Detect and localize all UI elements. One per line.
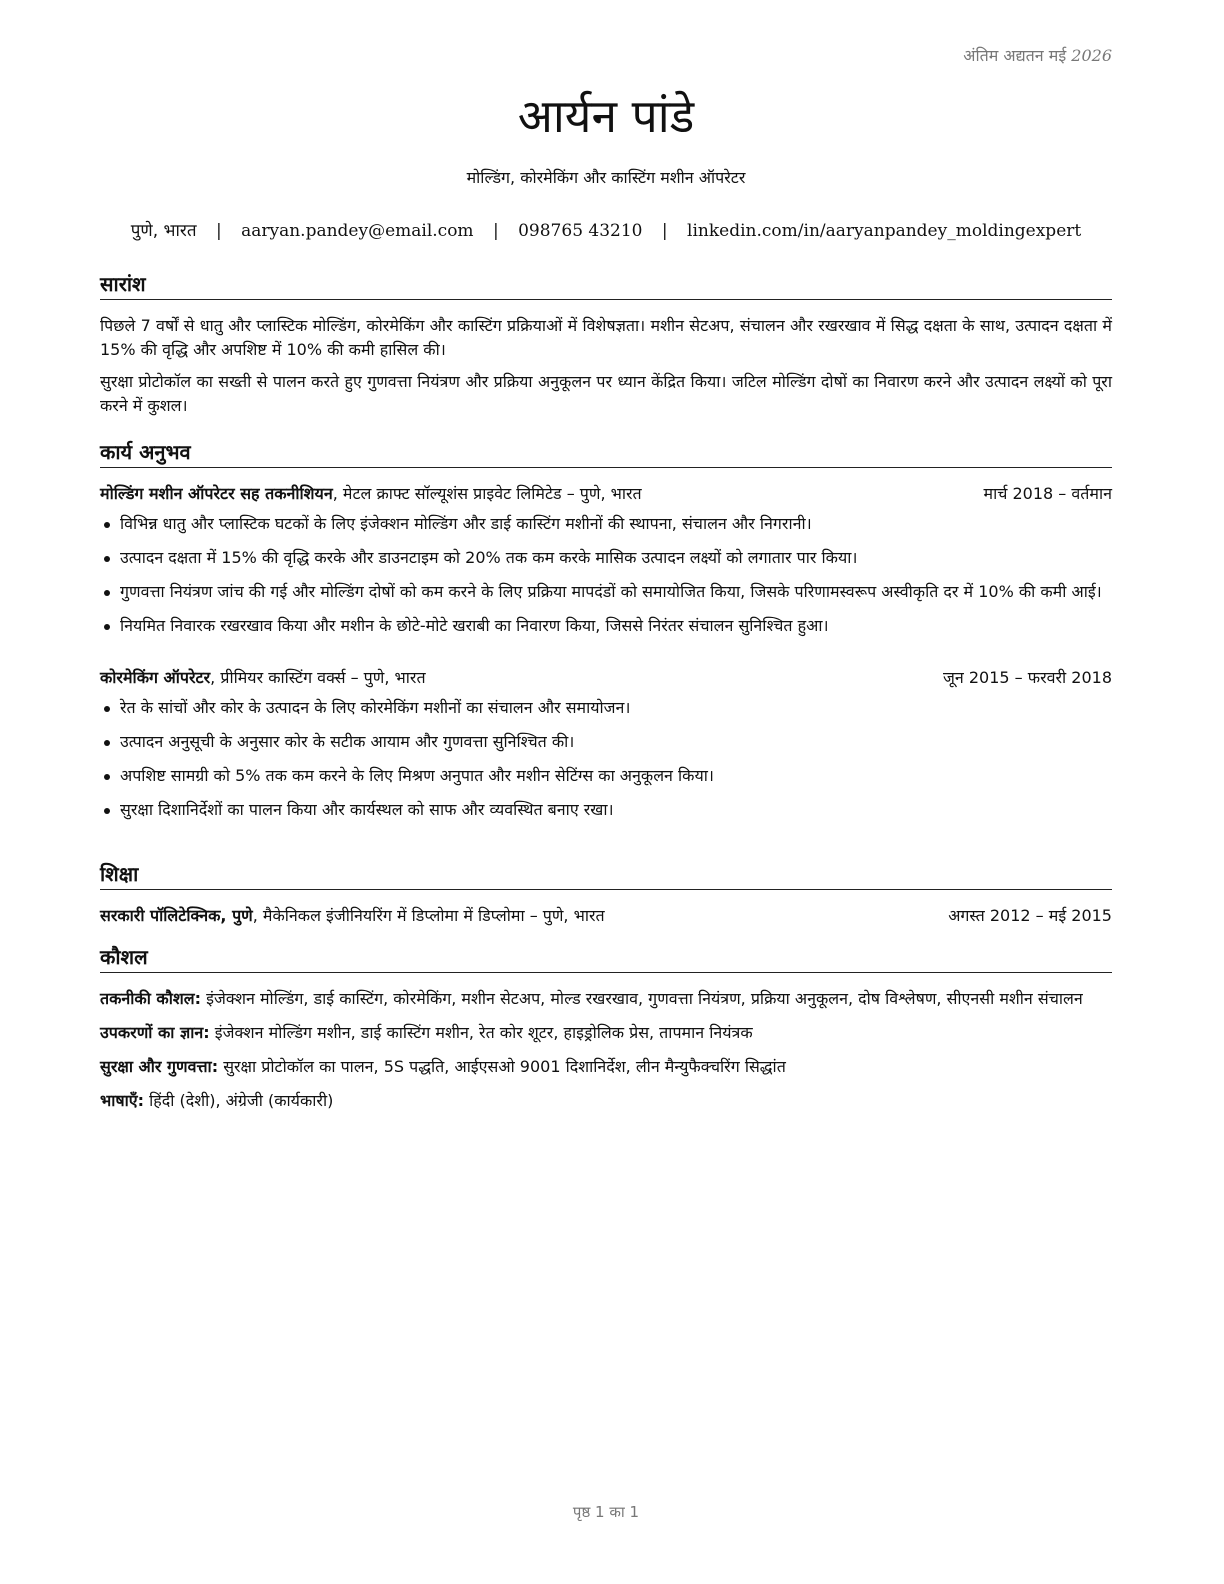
job-bullets <box>100 696 1112 822</box>
job-role: कोरमेकिंग ऑपरेटर <box>100 668 211 687</box>
list-item: गुणवत्ता नियंत्रण जांच की गई और मोल्डिंग दोषों को कम करने के लिए प्रक्रिया मापदंडों को समायोजित किया, जिसके परिणामस्वरूप अस्वीकृति दर में 10% की कमी आई। <box>100 580 1112 604</box>
skill-label: सुरक्षा और गुणवत्ता: <box>100 1057 219 1076</box>
contact-line <box>100 218 1112 244</box>
list-item: विभिन्न धातु और प्लास्टिक घटकों के लिए इंजेक्शन मोल्डिंग और डाई कास्टिंग मशीनों की स्थापना, संचालन और निगरानी। <box>100 512 1112 536</box>
contact-separator: | <box>215 221 222 241</box>
summary-title: सारांश <box>100 270 1112 300</box>
experience-title: कार्य अनुभव <box>100 438 1112 468</box>
summary-paragraph: पिछले 7 वर्षों से धातु और प्लास्टिक मोल्डिंग, कोरमेकिंग और कास्टिंग प्रक्रियाओं में विशेषज्ञता। मशीन सेटअप, संचालन और रखरखाव में सिद्ध दक्षता के साथ, उत्पादन दक्षता में 15% की वृद्धि और अपशिष्ट में 10% की कमी हासिल की। <box>100 316 1112 359</box>
skill-label: तकनीकी कौशल: <box>100 989 201 1008</box>
skills-list <box>100 987 1112 1113</box>
list-item: सुरक्षा दिशानिर्देशों का पालन किया और कार्यस्थल को साफ और व्यवस्थित बनाए रखा। <box>100 798 1112 822</box>
contact-separator: | <box>492 221 499 241</box>
job-dates: मार्च 2018 – वर्तमान <box>983 484 1112 503</box>
skill-label: भाषाएँ: <box>100 1091 145 1110</box>
contact-linkedin[interactable]: linkedin.com/in/aaryanpandey_moldingexpert <box>687 221 1082 241</box>
skill-value: हिंदी (देशी), अंग्रेजी (कार्यकारी) <box>144 1091 334 1110</box>
job-title-line <box>100 666 426 690</box>
skill-line <box>100 1055 1112 1079</box>
education-line <box>100 904 605 928</box>
job-dates: जून 2015 – फरवरी 2018 <box>943 668 1112 687</box>
education-details: , मैकेनिकल इंजीनियरिंग में डिप्लोमा में डिप्लोमा – पुणे, भारत <box>252 906 605 925</box>
list-item: उत्पादन दक्षता में 15% की वृद्धि करके और डाउनटाइम को 20% तक कम करके मासिक उत्पादन लक्ष्यों को लगातार पार किया। <box>100 546 1112 570</box>
skill-label: उपकरणों का ज्ञान: <box>100 1023 210 1042</box>
education-institution: सरकारी पॉलिटेक्निक, पुणे <box>100 906 253 925</box>
skills-title: कौशल <box>100 943 1112 973</box>
job-role: मोल्डिंग मशीन ऑपरेटर सह तकनीशियन <box>100 484 333 503</box>
last-updated-label: अंतिम अद्यतन मई <box>963 46 1067 65</box>
last-updated <box>963 44 1112 66</box>
contact-location: पुणे, भारत <box>130 221 197 241</box>
candidate-name: आर्यन पांडे <box>517 89 695 143</box>
summary-paragraph: सुरक्षा प्रोटोकॉल का सख्ती से पालन करते हुए गुणवत्ता नियंत्रण और प्रक्रिया अनुकूलन पर ध्यान केंद्रित किया। जटिल मोल्डिंग दोषों का निवारण करने और उत्पादन लक्ष्यों को पूरा करने में कुशल। <box>100 372 1112 415</box>
last-updated-year: 2026 <box>1071 46 1112 65</box>
contact-email[interactable]: aaryan.pandey@email.com <box>241 221 474 241</box>
list-item: अपशिष्ट सामग्री को 5% तक कम करने के लिए मिश्रण अनुपात और मशीन सेटिंग्स का अनुकूलन किया। <box>100 764 1112 788</box>
skill-line <box>100 987 1112 1011</box>
list-item: नियमित निवारक रखरखाव किया और मशीन के छोटे-मोटे खराबी का निवारण किया, जिससे निरंतर संचालन सुनिश्चित हुआ। <box>100 614 1112 638</box>
skill-line <box>100 1021 1112 1045</box>
skill-value: सुरक्षा प्रोटोकॉल का पालन, 5S पद्धति, आईएसओ 9001 दिशानिर्देश, लीन मैन्युफैक्चरिंग सिद्धांत <box>218 1057 786 1076</box>
skill-line <box>100 1089 1112 1113</box>
skills-section <box>100 943 1112 1123</box>
job-title-line <box>100 482 642 506</box>
headline: मोल्डिंग, कोरमेकिंग और कास्टिंग मशीन ऑपरेटर <box>466 168 746 187</box>
job-company: , प्रीमियर कास्टिंग वर्क्स – पुणे, भारत <box>210 668 426 687</box>
contact-separator: | <box>661 221 668 241</box>
education-title: शिक्षा <box>100 860 1112 890</box>
job-entry <box>100 482 1112 638</box>
experience-section <box>100 438 1112 832</box>
job-entry <box>100 666 1112 822</box>
education-dates: अगस्त 2012 – मई 2015 <box>948 906 1112 925</box>
job-header <box>100 666 1112 690</box>
job-header <box>100 482 1112 506</box>
page-number: पृष्ठ 1 का 1 <box>572 1503 640 1521</box>
list-item: उत्पादन अनुसूची के अनुसार कोर के सटीक आयाम और गुणवत्ता सुनिश्चित की। <box>100 730 1112 754</box>
job-company: , मेटल क्राफ्ट सॉल्यूशंस प्राइवेट लिमिटेड – पुणे, भारत <box>332 484 642 503</box>
summary-section <box>100 270 1112 418</box>
contact-phone: 098765 43210 <box>518 221 643 241</box>
resume-page <box>100 0 1112 1584</box>
skill-value: इंजेक्शन मोल्डिंग, डाई कास्टिंग, कोरमेकिंग, मशीन सेटअप, मोल्ड रखरखाव, गुणवत्ता नियंत्रण, प्रक्रिया अनुकूलन, दोष विश्लेषण, सीएनसी मशीन संचालन <box>201 989 1083 1008</box>
education-section <box>100 860 1112 928</box>
list-item: रेत के सांचों और कोर के उत्पादन के लिए कोरमेकिंग मशीनों का संचालन और समायोजन। <box>100 696 1112 720</box>
skill-value: इंजेक्शन मोल्डिंग मशीन, डाई कास्टिंग मशीन, रेत कोर शूटर, हाइड्रोलिक प्रेस, तापमान नियंत्रक <box>209 1023 753 1042</box>
education-entry <box>100 904 1112 928</box>
job-bullets <box>100 512 1112 638</box>
